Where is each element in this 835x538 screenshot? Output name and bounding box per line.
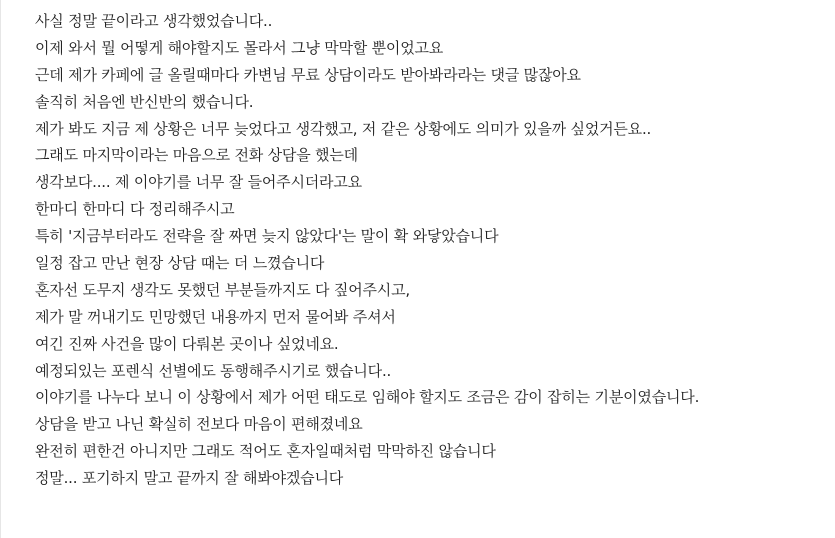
- post-line: 혼자선 도무지 생각도 못했던 부분들까지도 다 짚어주시고,: [35, 280, 410, 299]
- post-line: 정말... 포기하지 말고 끝까지 잘 해봐야겠습니다: [35, 469, 344, 488]
- post-line: 사실 정말 끝이라고 생각했었습니다..: [35, 12, 273, 30]
- post-line: 생각보다.... 제 이야기를 너무 잘 들어주시더라고요: [35, 173, 362, 192]
- post-line: 여긴 진짜 사건을 많이 다뤄본 곳이나 싶었네요.: [35, 334, 339, 353]
- post-line: 솔직히 처음엔 반신반의 했습니다.: [35, 92, 254, 111]
- post-line: 상담을 받고 나닌 확실히 전보다 마음이 편해졌네요: [35, 415, 363, 434]
- post-body: [35, 8, 825, 492]
- post-line: 한마디 한마디 다 정리해주시고: [35, 200, 235, 219]
- post-line: 일정 잡고 만난 현장 상담 때는 더 느꼈습니다: [35, 254, 325, 273]
- post-line: 이야기를 나누다 보니 이 상황에서 제가 어떤 태도로 임해야 할지도 조금은 감이 잡히는 기분이였습니다.: [35, 388, 700, 407]
- content-left-border: [0, 0, 1, 538]
- post-line: 그래도 마지막이라는 마음으로 전화 상담을 했는데: [35, 146, 358, 165]
- post-line: 제가 봐도 지금 제 상황은 너무 늦었다고 생각했고, 저 같은 상황에도 의미가 있을까 싶었거든요..: [35, 119, 652, 138]
- post-line: 완전히 편한건 아니지만 그래도 적어도 혼자일때처럼 막막하진 않습니다: [35, 442, 496, 461]
- post-line: 이제 와서 뭘 어떻게 해야할지도 몰라서 그냥 막막할 뿐이었고요: [35, 38, 444, 57]
- post-line: 예정되있는 포렌식 선별에도 동행해주시기로 했습니다..: [35, 361, 392, 380]
- post-line: 근데 제가 카페에 글 올릴때마다 카변님 무료 상담이라도 받아봐라라는 댓글 많잖아요: [35, 65, 581, 84]
- post-line: 제가 말 꺼내기도 민망했던 내용까지 먼저 물어봐 주셔서: [35, 307, 396, 326]
- post-line: 특히 '지금부터라도 전략을 잘 짜면 늦지 않았다'는 말이 확 와닿았습니다: [35, 227, 499, 246]
